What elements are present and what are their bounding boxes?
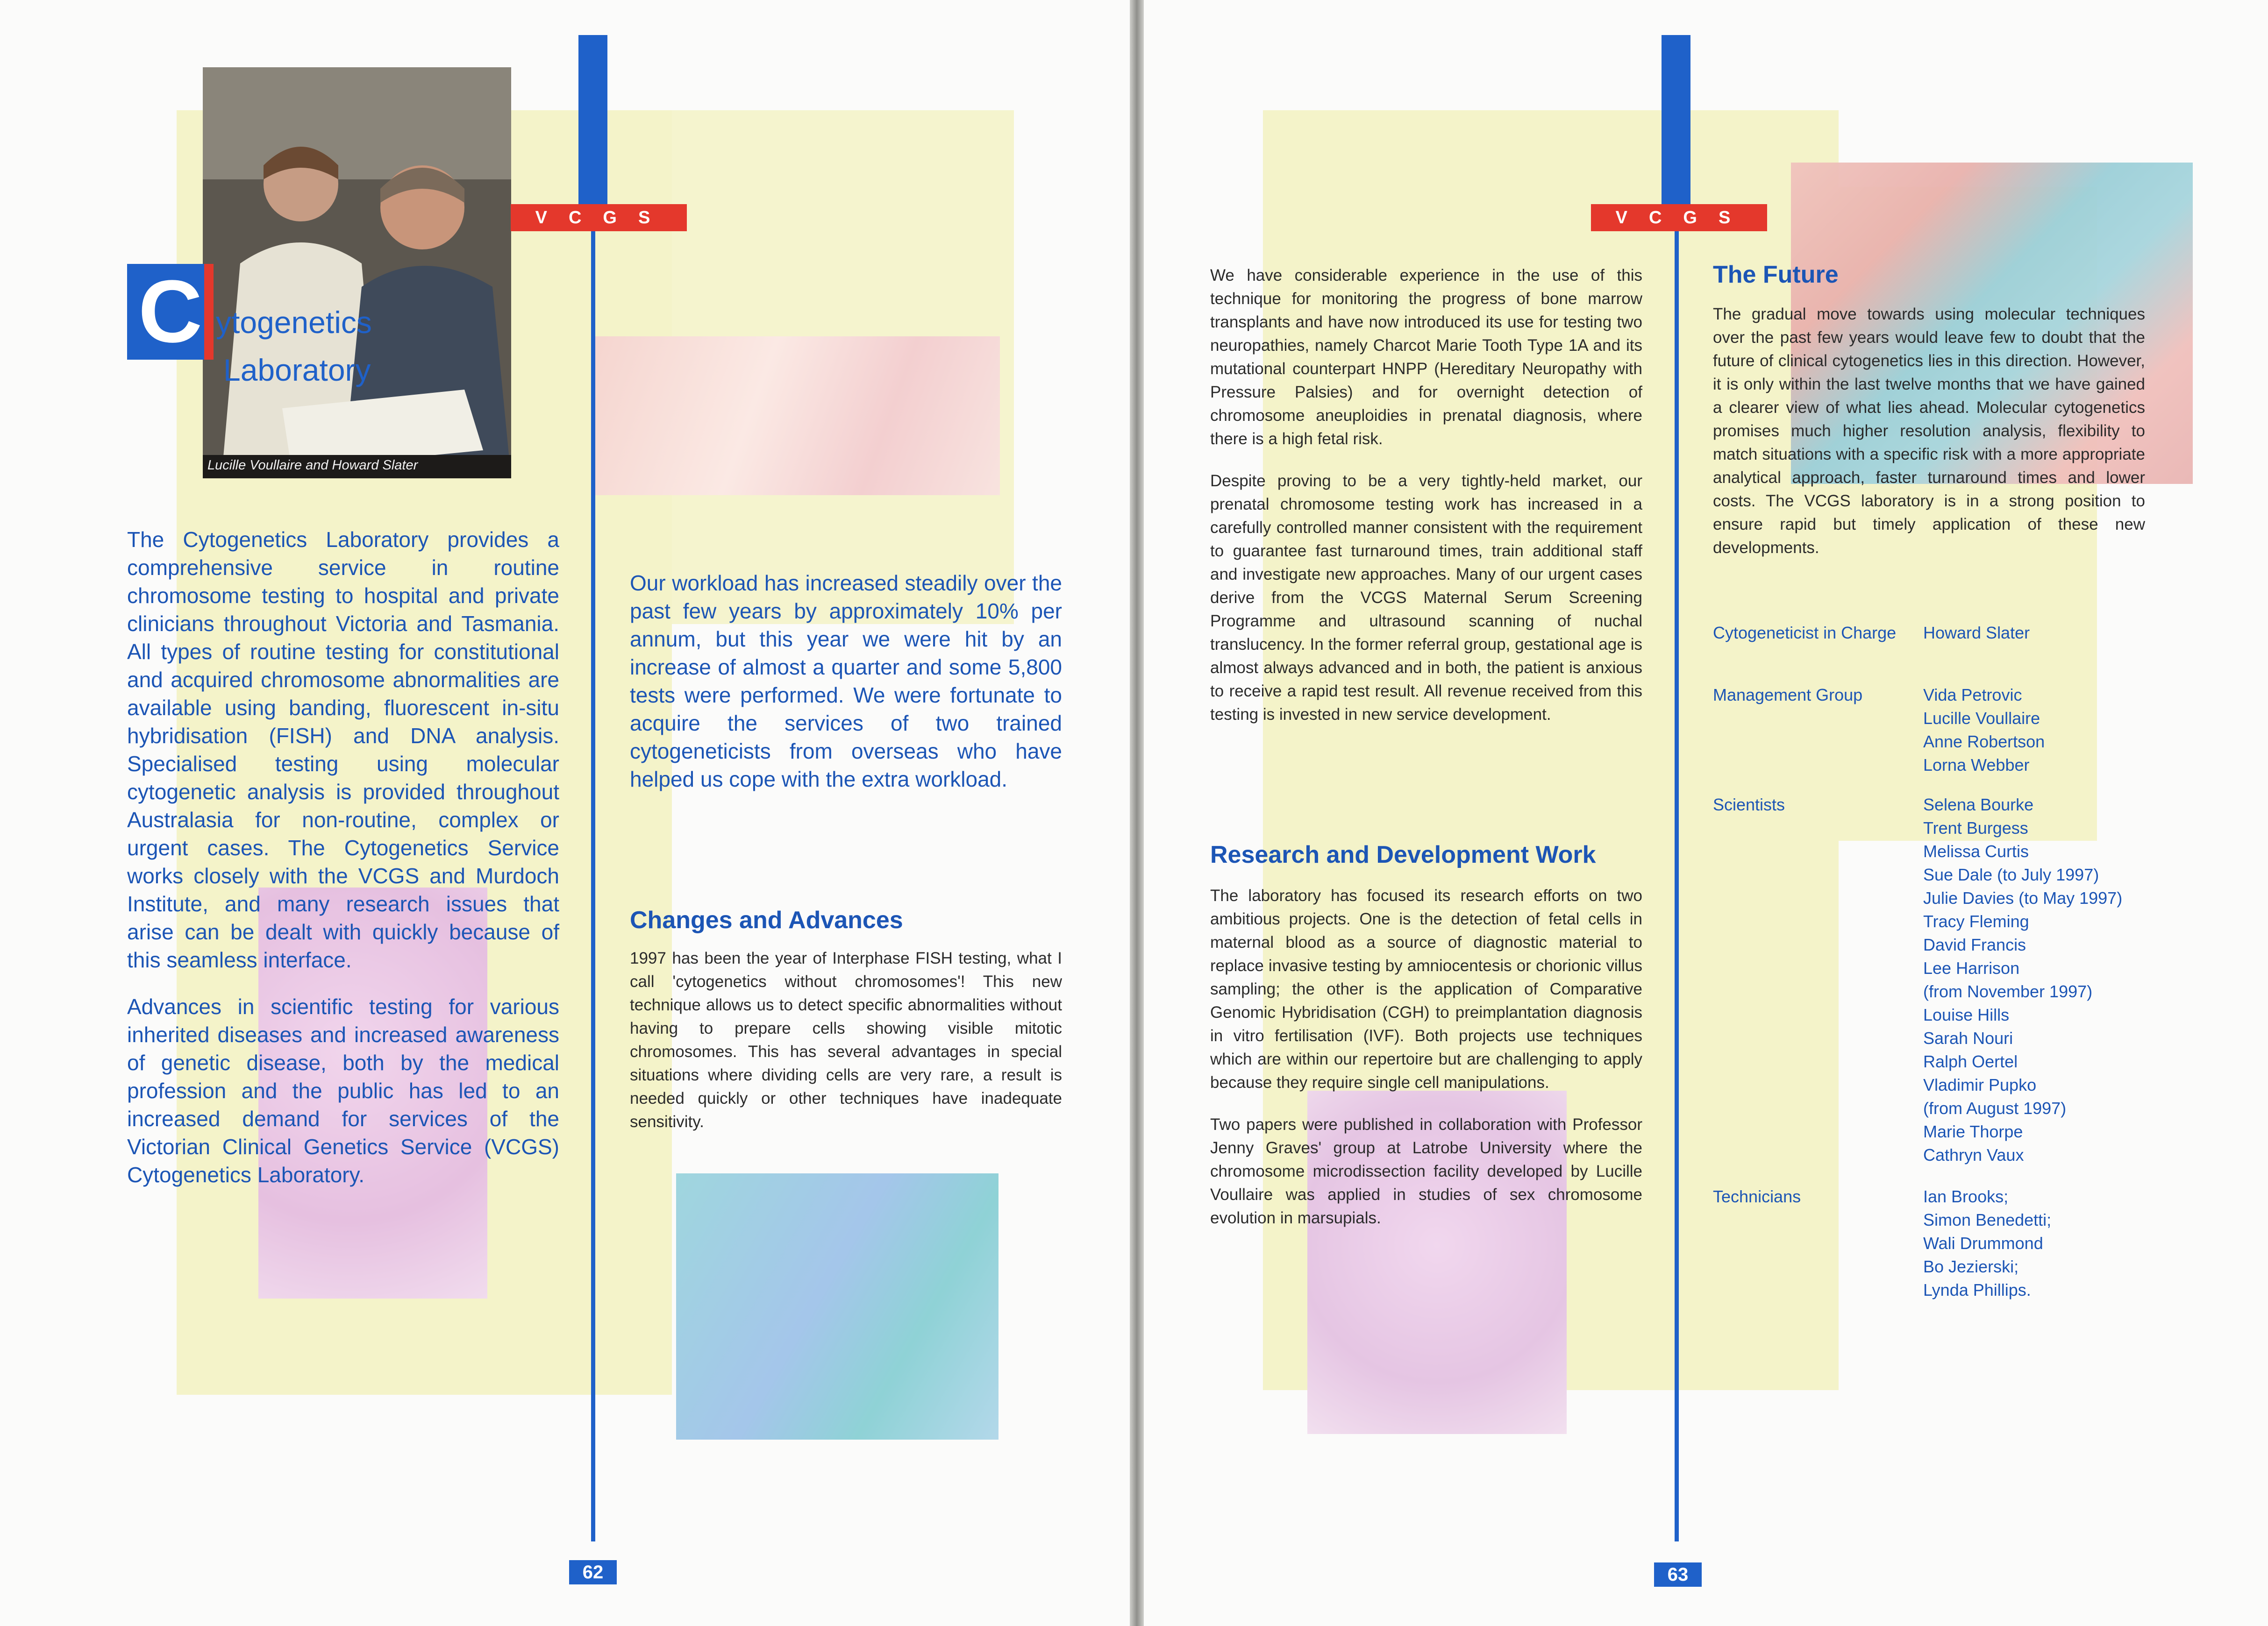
staff-in-charge-name: Howard Slater	[1923, 623, 2030, 642]
staff-name: Ralph Oertel	[1923, 1052, 2018, 1071]
pink-texture-image	[593, 336, 1000, 495]
staff-name: Lynda Phillips.	[1923, 1280, 2031, 1299]
staff-name: Bo Jezierski;	[1923, 1257, 2019, 1276]
blue-rule	[1675, 201, 1679, 1541]
changes-heading: Changes and Advances	[630, 907, 903, 934]
staff-name: Louise Hills	[1923, 1005, 2010, 1024]
book-gutter	[1130, 0, 1144, 1626]
staff-name: Lorna Webber	[1923, 755, 2030, 774]
title-initial: C	[138, 262, 203, 361]
staff-list	[1713, 621, 2161, 1322]
staff-name: Marie Thorpe	[1923, 1122, 2023, 1141]
changes-paragraph: 1997 has been the year of Interphase FISH testing, what I call 'cytogenetics without chromosomes'! This new technique allows us to detect specific abnormalities without having to prepare cells showing visible mitotic chromosomes. This has several advantages in special situations where dividing cells are very rare, a result is needed quickly or other techniques have inadequate sensitivity.	[630, 949, 1062, 1131]
future-paragraph: The gradual move towards using molecular techniques over the past few years would leave few to doubt that the future of clinical cytogenetics lies in this direction. However, it is only within the last twelve months that we have gained a clearer view of what lies ahead. Molecular cytogenetics promises much higher resolution analysis, flexibility to match situations with a specific risk with a more appropriate analytical approach, faster turnaround times and lower costs. The VCGS laboratory is in a strong position to ensure rapid but timely application of these new developments.	[1713, 305, 2145, 557]
staff-name: (from August 1997)	[1923, 1099, 2067, 1118]
blue-rule	[591, 201, 595, 1541]
staff-management-label: Management Group	[1713, 685, 1863, 704]
col1-paragraph-2: Despite proving to be a very tightly-held market, our prenatal chromosome testing work has increased in a carefully controlled manner consistent with the requirement to guarantee fast turnaround times, train additional staff and investigate new approaches. Many of our urgent cases derive from the VCGS Maternal Serum Screening Programme and ultrasound scanning of nuchal translucency. In the former referral group, gestational age is almost always advanced and in both, the patient is anxious to receive a rapid test result. All revenue received from this testing is invested in new service development.	[1210, 472, 1642, 724]
research-text	[1210, 884, 1642, 1230]
page-number: 62	[569, 1560, 617, 1584]
staff-name: (from November 1997)	[1923, 982, 2093, 1001]
page-number: 63	[1654, 1562, 1702, 1587]
staff-name: Ian Brooks;	[1923, 1187, 2009, 1206]
column-1	[1210, 264, 1642, 726]
intro-text	[127, 525, 559, 1189]
staff-in-charge-label: Cytogeneticist in Charge	[1713, 623, 1897, 642]
future-heading: The Future	[1713, 261, 1839, 288]
photo-caption: Lucille Voullaire and Howard Slater	[207, 458, 418, 473]
staff-name: Melissa Curtis	[1923, 842, 2029, 861]
intro-paragraph-1: The Cytogenetics Laboratory provides a comprehensive service in routine chromosome testing to hospital and private clinicians throughout Victoria and Tasmania. All types of routine testing for constitutional and acquired chromosome abnormalities are available using banding, fluorescent in-situ hybridisation (FISH) and DNA analysis. Specialised testing using molecular cytogenetic analysis is provided throughout Australasia for non-routine, complex or urgent cases. The Cytogenetics Service works closely with the VCGS and Murdoch Institute, and many research issues that arise can be dealt with quickly because of this seamless interface.	[127, 527, 559, 972]
intro-paragraph-2: Advances in scientific testing for various inherited diseases and increased awareness of genetic disease, both by the medical profession and the public has led to an increased demand for services of the Victorian Clinical Genetics Service (VCGS) Cytogenetics Laboratory.	[127, 994, 559, 1187]
photo-illustration	[203, 67, 511, 478]
staff-photo	[203, 67, 511, 478]
col1-paragraph-1: We have considerable experience in the use of this technique for monitoring the progress of bone marrow transplants and have now introduced its use for testing two neuropathies, namely Charcot Marie Tooth Type 1A and its mutational counterpart HNPP (Hereditary Neuropathy with Pressure Palsies) and for overnight detection of chromosome aneuploidies in prenatal diagnosis, where there is a high fetal risk.	[1210, 266, 1642, 448]
staff-name: Wali Drummond	[1923, 1234, 2043, 1253]
staff-name: Anne Robertson	[1923, 732, 2045, 751]
staff-name: Lee Harrison	[1923, 959, 2020, 978]
staff-name: Cathryn Vaux	[1923, 1145, 2024, 1164]
staff-name: Trent Burgess	[1923, 818, 2028, 838]
staff-name: Simon Benedetti;	[1923, 1210, 2052, 1229]
left-page	[0, 0, 1130, 1626]
staff-scientists-label: Scientists	[1713, 795, 1785, 814]
staff-name: David Francis	[1923, 935, 2026, 954]
title-red-bar	[204, 264, 214, 360]
staff-name: Sue Dale (to July 1997)	[1923, 865, 2099, 884]
research-paragraph-2: Two papers were published in collaboration with Professor Jenny Graves' group at Latrobe University where the chromosome microdissection facility developed by Lucille Voullaire was applied in studies of sex chromosome evolution in marsupials.	[1210, 1115, 1642, 1227]
staff-technicians-label: Technicians	[1713, 1187, 1801, 1206]
right-page	[1144, 0, 2268, 1626]
teal-texture-image	[676, 1173, 998, 1440]
vcgs-banner: VCGS	[511, 204, 687, 231]
staff-name: Selena Bourke	[1923, 795, 2034, 814]
workload-paragraph: Our workload has increased steadily over the past few years by approximately 10% per annum, but this year we were hit by an increase of almost a quarter and some 5,800 tests were performed. We were fortunate to acquire the services of two trained cytogeneticists from overseas who have helped us cope with the extra workload.	[630, 571, 1062, 791]
research-paragraph-1: The laboratory has focused its research efforts on two ambitious projects. One is the detection of fetal cells in maternal blood as a source of diagnostic material to replace invasive testing by amniocentesis or chorionic villus sampling; the other is the application of Comparative Genomic Hybridisation (CGH) to preimplantation diagnosis in vitro fertilisation (IVF). Both projects use techniques which are within our repertoire but are challenging to apply because they require single cell manipulations.	[1210, 887, 1642, 1092]
research-heading: Research and Development Work	[1210, 841, 1596, 868]
staff-name: Sarah Nouri	[1923, 1029, 2013, 1048]
staff-name: Julie Davies (to May 1997)	[1923, 888, 2123, 908]
title-line-1: ytogenetics	[216, 305, 372, 340]
staff-name: Vladimir Pupko	[1923, 1075, 2037, 1094]
title-line-2: Laboratory	[223, 353, 371, 387]
staff-name: Vida Petrovic	[1923, 685, 2022, 704]
vcgs-banner: VCGS	[1591, 204, 1767, 231]
blue-rule-top	[1662, 35, 1690, 213]
staff-management-names	[1923, 683, 2045, 777]
blue-rule-top	[578, 35, 607, 213]
staff-technicians-names	[1923, 1185, 2051, 1302]
staff-name: Lucille Voullaire	[1923, 709, 2040, 728]
staff-name: Tracy Fleming	[1923, 912, 2029, 931]
staff-scientists-names	[1923, 793, 2122, 1167]
